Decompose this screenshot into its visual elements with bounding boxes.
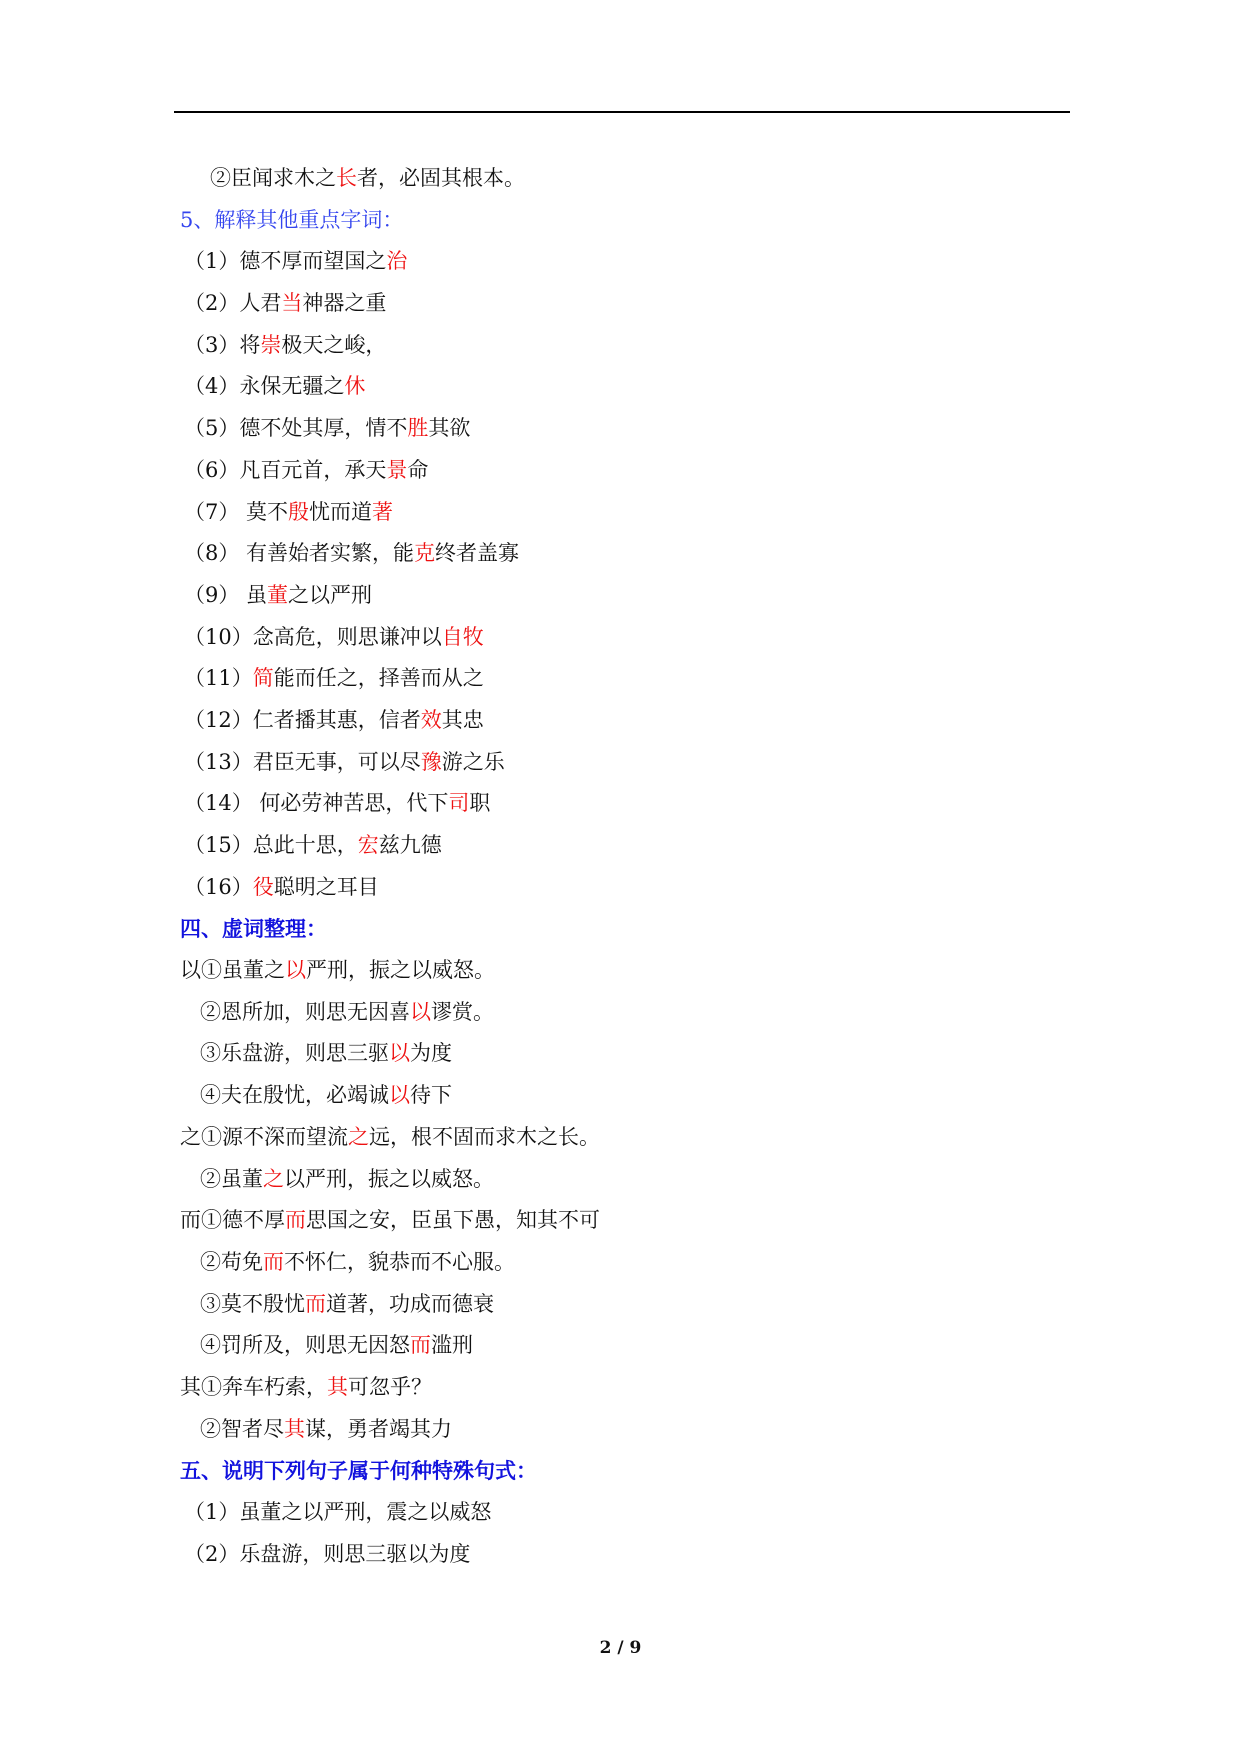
text-segment: （16） [184, 874, 253, 899]
text-segment: 严刑，振之以威怒。 [306, 958, 495, 983]
text-line [180, 283, 1060, 325]
highlighted-word: 司 [448, 791, 470, 816]
text-segment: （8） 有善始者实繁，能 [184, 541, 415, 566]
text-segment: （15）总此十思， [184, 833, 358, 857]
text-segment: 极天之峻， [281, 332, 387, 357]
text-segment: （1）德不厚而望国之 [184, 249, 387, 274]
text-segment: ②恩所加，则思无因喜 [200, 999, 410, 1024]
text-segment: ③莫不殷忧 [200, 1291, 305, 1316]
text-line [180, 1200, 1060, 1242]
text-line [180, 241, 1060, 283]
text-line [180, 1242, 1060, 1284]
text-segment: 以严刑，振之以威怒。 [284, 1166, 494, 1191]
text-segment: 为度 [410, 1041, 452, 1066]
text-line [180, 825, 1060, 867]
text-segment: 忧而道 [309, 499, 373, 524]
highlighted-word: 殷 [288, 499, 310, 524]
text-segment: 兹九德 [378, 833, 442, 857]
text-segment: （4）永保无疆之 [184, 374, 345, 399]
text-segment: （2）乐盘游，则思三驱以为度 [184, 1541, 471, 1566]
highlighted-word: 以 [410, 999, 431, 1024]
text-line [180, 867, 1060, 909]
highlighted-word: 而 [263, 1249, 284, 1274]
text-segment: 谋，勇者竭其力 [305, 1416, 452, 1441]
text-segment: 聪明之耳目 [273, 874, 379, 899]
page-number: 2 / 9 [599, 1638, 642, 1658]
text-segment: 不怀仁，貌恭而不心服。 [284, 1249, 515, 1274]
text-segment: 终者盖寡 [435, 541, 520, 566]
text-segment: 其忠 [441, 707, 484, 732]
highlighted-word: 胜 [407, 416, 429, 441]
text-segment: 神器之重 [302, 291, 387, 316]
text-line [180, 1159, 1060, 1201]
highlighted-word: 豫 [420, 749, 442, 774]
text-line [180, 1325, 1060, 1367]
text-line [180, 492, 1060, 534]
highlighted-word: 以 [285, 958, 306, 983]
text-segment: 游之乐 [441, 749, 505, 774]
text-segment: （6）凡百元首，承天 [184, 457, 387, 482]
highlighted-word: 当 [281, 291, 303, 316]
text-segment: （14） 何必劳神苦思，代下 [184, 791, 449, 816]
text-line [180, 1409, 1060, 1451]
text-line [180, 325, 1060, 367]
subsection-heading [180, 200, 1060, 242]
document-body [180, 158, 1060, 1575]
highlighted-word: 崇 [260, 332, 282, 357]
text-segment: ②虽董 [200, 1166, 263, 1191]
highlighted-word: 而 [305, 1291, 326, 1316]
text-segment: （10）念高危，则思谦冲以 [184, 624, 442, 649]
text-segment: （7） 莫不 [184, 499, 289, 524]
highlighted-word: 治 [386, 249, 408, 274]
text-segment: 可忽乎？ [348, 1374, 432, 1399]
text-segment: 之以严刑 [288, 582, 373, 607]
text-line [180, 617, 1060, 659]
text-line [180, 1033, 1060, 1075]
text-line [180, 992, 1060, 1034]
text-segment: 四、虚词整理： [180, 916, 327, 942]
highlighted-word: 以 [389, 1083, 410, 1108]
text-segment: ②苟免 [200, 1249, 263, 1274]
highlighted-word: 效 [420, 707, 442, 732]
section-heading [180, 908, 1060, 950]
highlighted-word: 克 [414, 541, 436, 566]
highlighted-word: 之 [263, 1166, 284, 1191]
text-line [180, 575, 1060, 617]
highlighted-word: 景 [386, 457, 408, 482]
highlighted-word: 休 [344, 374, 366, 399]
text-segment: （3）将 [184, 332, 261, 357]
highlighted-word: 董 [267, 582, 289, 607]
text-line [180, 742, 1060, 784]
text-line [180, 950, 1060, 992]
text-line [180, 1534, 1060, 1576]
text-segment: ④罚所及，则思无因怒 [200, 1333, 410, 1358]
highlighted-word: 简 [252, 666, 274, 691]
text-segment: 思国之安，臣虽下愚，知其不可 [306, 1208, 600, 1233]
text-line [180, 783, 1060, 825]
text-line [180, 658, 1060, 700]
text-segment: 之①源不深而望流 [180, 1124, 348, 1149]
text-segment: ②臣闻求木之 [210, 166, 336, 190]
highlighted-word: 之 [348, 1124, 369, 1149]
text-segment: 远，根不固而求木之长。 [369, 1124, 600, 1149]
highlighted-word: 其 [284, 1416, 305, 1441]
highlighted-word: 长 [336, 166, 357, 190]
text-segment: ④夫在殷忧，必竭诚 [200, 1083, 389, 1108]
text-line [180, 158, 1060, 200]
text-segment: （12）仁者播其惠，信者 [184, 707, 421, 732]
section-heading [180, 1450, 1060, 1492]
highlighted-word: 而 [410, 1333, 431, 1358]
highlighted-word: 其 [327, 1374, 348, 1399]
header-rule [174, 111, 1070, 113]
text-segment: 职 [469, 791, 491, 816]
text-segment: 待下 [410, 1083, 452, 1108]
text-segment: （1）虽董之以严刑，震之以威怒 [184, 1500, 492, 1524]
highlighted-word: 役 [252, 874, 274, 899]
text-line [180, 408, 1060, 450]
text-line [180, 533, 1060, 575]
text-segment: 其①奔车朽索， [180, 1374, 327, 1399]
text-segment: 5、解释其他重点字词： [180, 207, 404, 232]
text-line [180, 1075, 1060, 1117]
text-segment: ②智者尽 [200, 1416, 284, 1441]
text-line [180, 1117, 1060, 1159]
text-line [180, 700, 1060, 742]
text-segment: （13）君臣无事，可以尽 [184, 749, 421, 774]
text-segment: 者，必固其根本。 [357, 166, 525, 190]
text-line [180, 366, 1060, 408]
text-segment: （2）人君 [184, 291, 282, 316]
text-line [180, 1492, 1060, 1534]
highlighted-word: 以 [389, 1041, 410, 1066]
text-segment: 谬赏。 [431, 999, 494, 1024]
highlighted-word: 而 [285, 1208, 306, 1233]
text-segment: 能而任之，择善而从之 [273, 666, 484, 691]
text-segment: 其欲 [428, 416, 471, 441]
text-segment: 道著，功成而德衰 [326, 1291, 494, 1316]
text-line [180, 1284, 1060, 1326]
text-segment: 而①德不厚 [180, 1208, 285, 1233]
text-segment: 以①虽董之 [180, 958, 285, 983]
text-line [180, 1367, 1060, 1409]
highlighted-word: 著 [372, 499, 394, 524]
text-segment: 五、说明下列句子属于何种特殊句式： [180, 1458, 537, 1484]
text-segment: 滥刑 [431, 1333, 473, 1358]
highlighted-word: 宏 [357, 833, 379, 857]
text-segment: （9） 虽 [184, 582, 268, 607]
text-segment: （11） [184, 666, 253, 691]
text-segment: 命 [407, 457, 429, 482]
text-segment: （5）德不处其厚，情不 [184, 416, 408, 441]
text-segment: ③乐盘游，则思三驱 [200, 1041, 389, 1066]
highlighted-word: 自牧 [441, 624, 484, 649]
text-line [180, 450, 1060, 492]
